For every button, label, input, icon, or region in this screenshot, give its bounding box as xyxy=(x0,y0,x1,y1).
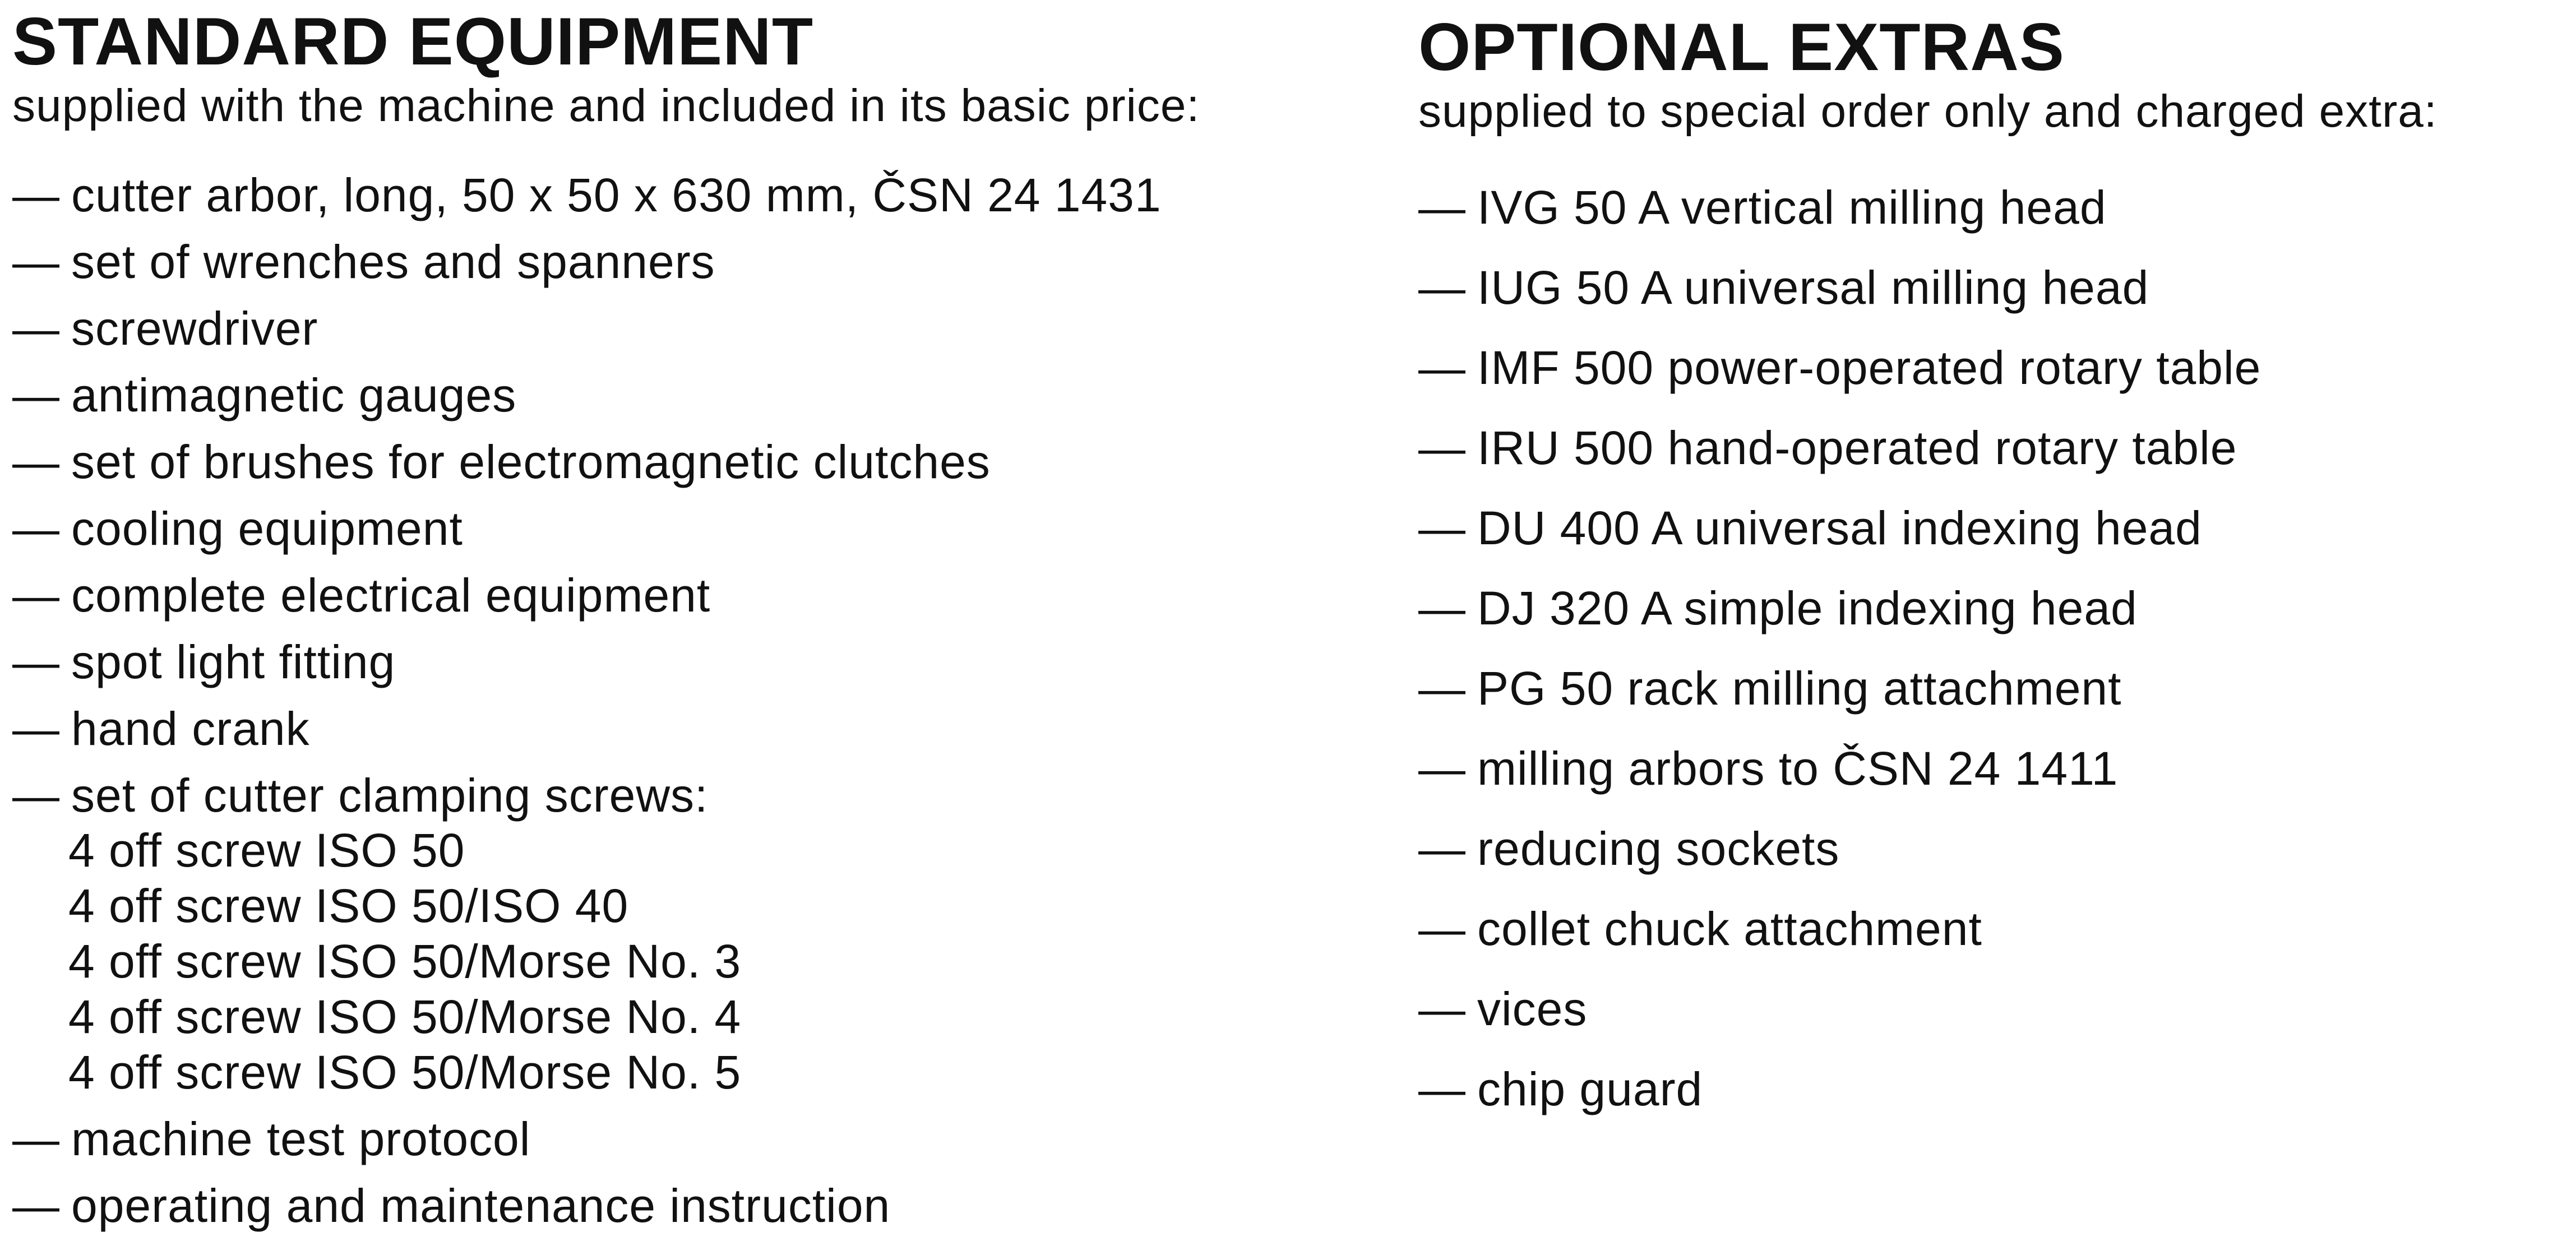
list-item-text: IRU 500 hand-operated rotary table xyxy=(1477,421,2237,474)
list-item-text: set of wrenches and spanners xyxy=(71,235,715,288)
standard-equipment-section xyxy=(12,0,1403,1249)
list-dash: — xyxy=(12,369,60,421)
list-dash: — xyxy=(1418,502,1466,554)
list-item xyxy=(1418,181,2562,234)
list-item-text: operating and maintenance instruction xyxy=(71,1179,891,1232)
list-dash: — xyxy=(12,235,60,288)
list-dash: — xyxy=(1418,1063,1466,1115)
standard-equipment-list xyxy=(12,169,1403,1232)
screw-item: 4 off screw ISO 50/ISO 40 xyxy=(68,879,629,932)
list-item-text: complete electrical equipment xyxy=(71,569,711,622)
screw-item: 4 off screw ISO 50/Morse No. 4 xyxy=(68,990,742,1043)
list-dash: — xyxy=(1418,662,1466,715)
list-item xyxy=(1418,582,2562,634)
list-dash: — xyxy=(12,1113,60,1165)
standard-equipment-heading: STANDARD EQUIPMENT xyxy=(12,4,814,79)
list-item xyxy=(12,702,1403,755)
optional-extras-heading: OPTIONAL EXTRAS xyxy=(1418,10,2065,85)
list-item-text: DJ 320 A simple indexing head xyxy=(1477,582,2138,634)
list-item-text: IVG 50 A vertical milling head xyxy=(1477,181,2107,234)
list-dash: — xyxy=(1418,261,1466,314)
list-dash: — xyxy=(1418,341,1466,394)
list-item xyxy=(12,369,1403,421)
list-item xyxy=(12,169,1403,221)
list-item xyxy=(1418,822,2562,875)
list-item xyxy=(12,302,1403,355)
list-dash: — xyxy=(12,302,60,355)
list-item-text: reducing sockets xyxy=(1477,822,1840,875)
list-item xyxy=(12,436,1403,488)
list-dash: — xyxy=(1418,181,1466,234)
list-item-text: DU 400 A universal indexing head xyxy=(1477,502,2202,554)
list-item xyxy=(1418,261,2562,314)
list-dash: — xyxy=(1418,582,1466,634)
clamping-screws-sublist xyxy=(12,824,1403,1099)
list-item-text: IMF 500 power-operated rotary table xyxy=(1477,341,2261,394)
standard-equipment-subheading: supplied with the machine and included in its basic price: xyxy=(12,80,1200,131)
list-item-text: set of brushes for electromagnetic clutches xyxy=(71,436,991,488)
list-dash: — xyxy=(12,702,60,755)
screw-item: 4 off screw ISO 50/Morse No. 5 xyxy=(68,1046,742,1099)
list-item xyxy=(12,1179,1403,1232)
list-item xyxy=(12,636,1403,688)
list-dash: — xyxy=(1418,983,1466,1035)
list-dash: — xyxy=(12,169,60,221)
list-item-text: milling arbors to ČSN 24 1411 xyxy=(1477,742,2119,795)
list-item-text: spot light fitting xyxy=(71,636,396,688)
list-dash: — xyxy=(1418,902,1466,955)
list-item xyxy=(1418,742,2562,795)
list-dash: — xyxy=(12,436,60,488)
list-dash: — xyxy=(12,502,60,555)
list-item-text: screwdriver xyxy=(71,302,318,355)
list-item xyxy=(12,235,1403,288)
list-item xyxy=(12,569,1403,622)
list-item-text: set of cutter clamping screws: xyxy=(71,769,709,822)
list-dash: — xyxy=(12,636,60,688)
list-item xyxy=(1418,421,2562,474)
list-dash: — xyxy=(12,569,60,622)
screw-item: 4 off screw ISO 50 xyxy=(68,824,465,877)
list-item-text: PG 50 rack milling attachment xyxy=(1477,662,2122,715)
list-item-text: hand crank xyxy=(71,702,310,755)
list-dash: — xyxy=(1418,822,1466,875)
list-item xyxy=(1418,902,2562,955)
optional-extras-list xyxy=(1418,181,2562,1115)
list-item xyxy=(12,1113,1403,1165)
optional-extras-subheading: supplied to special order only and charged extra: xyxy=(1418,86,2438,137)
list-item-text: cooling equipment xyxy=(71,502,463,555)
list-dash: — xyxy=(12,1179,60,1232)
list-item-text: IUG 50 A universal milling head xyxy=(1477,261,2149,314)
list-item xyxy=(1418,341,2562,394)
list-dash: — xyxy=(1418,421,1466,474)
optional-extras-section xyxy=(1418,0,2562,1146)
list-item xyxy=(1418,662,2562,715)
list-item-text: cutter arbor, long, 50 x 50 x 630 mm, ČSN 24 1431 xyxy=(71,169,1162,221)
screw-item: 4 off screw ISO 50/Morse No. 3 xyxy=(68,935,742,988)
list-item xyxy=(1418,1063,2562,1115)
list-dash: — xyxy=(1418,742,1466,795)
list-item-text: antimagnetic gauges xyxy=(71,369,517,421)
list-item xyxy=(12,502,1403,555)
list-item-text: collet chuck attachment xyxy=(1477,902,1982,955)
list-item-clamping-screws xyxy=(12,769,1403,1099)
list-item-text: machine test protocol xyxy=(71,1113,531,1165)
list-item-text: chip guard xyxy=(1477,1063,1703,1115)
list-item xyxy=(1418,983,2562,1035)
list-dash: — xyxy=(12,769,60,822)
list-item-text: vices xyxy=(1477,983,1588,1035)
list-item xyxy=(1418,504,2562,552)
